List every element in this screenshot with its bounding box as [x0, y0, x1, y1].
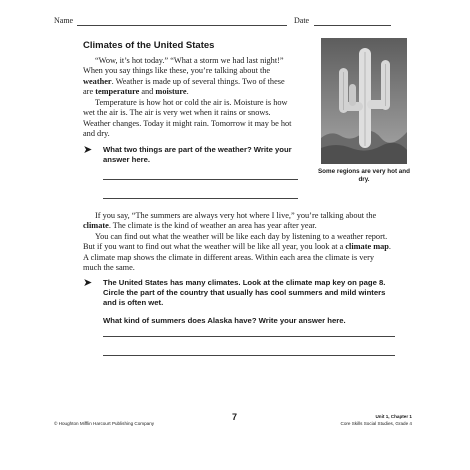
page-number: 7 — [232, 412, 238, 422]
intro-paragraph — [83, 56, 296, 98]
term-climate-map: climate map — [345, 242, 389, 252]
photo-caption: Some regions are very hot and dry. — [317, 168, 411, 183]
term-climate: climate — [83, 221, 109, 231]
date-line[interactable] — [314, 25, 391, 26]
term-temperature: temperature — [95, 87, 140, 97]
arrow-icon: ➤ — [83, 143, 93, 156]
question-1: What two things are part of the weather? Write your answer here. — [103, 145, 292, 165]
climate-map-text: You can find out what the weather will be like each day by listening to a weather report. But if you want to find out what the weather will be like all year, you look at a — [83, 232, 388, 252]
copyright: © Houghton Mifflin Harcourt Publishing Company — [54, 421, 155, 426]
question-2: The United States has many climates. Look at the climate map key on page 8. Circle the part of the country that usually has cool summers and mild winters and is often wet. — [103, 278, 386, 308]
climate-text: If you say, “The summers are always very hot where I live,” you’re talking about the — [95, 211, 377, 220]
intro-text-end: . — [186, 87, 189, 97]
answer-line-3[interactable] — [103, 336, 395, 337]
intro-text-and: and — [139, 87, 156, 97]
date-label: Date — [294, 16, 310, 25]
series-title: Core Skills Social Studies, Grade 4 — [340, 421, 412, 426]
saguaro-cactus-image — [321, 38, 407, 164]
intro-text: “Wow, it’s hot today.” “What a storm we had last night!” When you say things like these, you’re talking about the — [83, 56, 284, 76]
climate-map-text-end: . A climate map shows the climate in different areas. Within each area the climate is very much the same. — [83, 242, 391, 273]
answer-line-4[interactable] — [103, 355, 395, 356]
intro-text-mid: . Weather is made up of several things. Two of these are — [83, 76, 285, 97]
temperature-paragraph: Temperature is how hot or cold the air is. Moisture is how wet the air is. The air is very wet when it rains or snows. Weather changes. Today it might rain. Tomorrow it may be hot and dry. — [83, 98, 292, 139]
desert-cactus-photo — [321, 38, 407, 164]
term-weather: weather — [83, 76, 112, 86]
name-label: Name — [54, 16, 74, 25]
question-3: What kind of summers does Alaska have? Write your answer here. — [103, 316, 346, 325]
climate-text-end: . The climate is the kind of weather an area has year after year. — [108, 221, 317, 231]
section-title: Climates of the United States — [83, 40, 215, 51]
term-moisture: moisture — [155, 87, 187, 97]
name-line[interactable] — [77, 25, 287, 26]
unit-chapter: Unit 1, Chapter 1 — [375, 414, 412, 419]
answer-line-1[interactable] — [103, 179, 298, 180]
arrow-icon: ➤ — [83, 276, 93, 289]
climate-map-paragraph — [83, 232, 393, 274]
answer-line-2[interactable] — [103, 198, 298, 199]
climate-paragraph — [83, 211, 393, 232]
